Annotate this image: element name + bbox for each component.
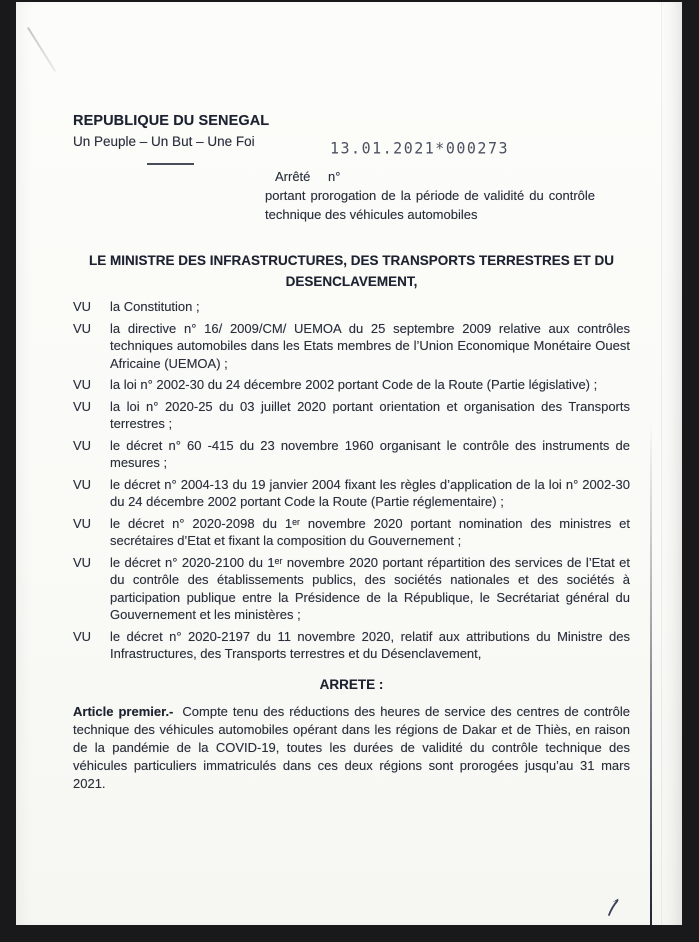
document-page	[16, 2, 682, 925]
minister-title-heading: LE MINISTRE DES INFRASTRUCTURES, DES TRANSPORTS TERRESTRES ET DU DESENCLAVEMENT,	[88, 253, 615, 289]
vu-label: VU	[73, 398, 92, 414]
national-motto: Un Peuple – Un But – Une Foi	[73, 134, 255, 149]
vu-text: le décret n° 60 -415 du 23 novembre 1960 organisant le contrôle des instruments de mesures ;	[110, 437, 630, 470]
republic-title: REPUBLIQUE DU SENEGAL	[73, 113, 270, 129]
vu-item	[73, 398, 630, 433]
vu-item	[73, 554, 630, 624]
article-premier-label: Article premier.-	[73, 703, 174, 719]
pen-mark-icon	[602, 894, 628, 920]
vu-label: VU	[73, 628, 92, 644]
vu-label: VU	[73, 437, 92, 453]
letterhead-divider	[147, 163, 194, 165]
vu-item	[73, 476, 630, 511]
vu-text: la loi n° 2002-30 du 24 décembre 2002 portant Code de la Route (Partie législative) ;	[110, 377, 598, 392]
vu-text: le décret n° 2020-2197 du 11 novembre 2020, relatif aux attributions du Ministre des Infrastructures, des Transports terrestres et du Désenclavement,	[110, 628, 630, 661]
vu-label: VU	[73, 320, 92, 336]
article-premier-text: Compte tenu des réductions des heures de service des centres de contrôle technique des véhicules automobiles opérant dans les régions de Dakar et de Thiès, en raison de la pandémie de la COVID-19, toutes les durées de validité du contrôle technique des véhicules particuliers immatriculés dans ces deux régions sont prorogées jusqu’au 31 mars 2021.	[73, 703, 630, 791]
vu-label: VU	[73, 515, 92, 531]
vu-label: VU	[73, 554, 92, 570]
vu-item	[73, 437, 630, 472]
vu-text: le décret n° 2020-2100 du 1ᵉʳ novembre 2020 portant répartition des services de l’Etat et du contrôle des établissements publics, des sociétés nationales et des sociétés à participation publique entre la Présidence de la République, le Secrétariat général du Gouvernement et les ministères ;	[110, 554, 630, 622]
vu-text: le décret n° 2004-13 du 19 janvier 2004 fixant les règles d’application de la loi n° 2002-30 du 24 décembre 2002 portant Code la Route (Partie réglementaire) ;	[110, 476, 630, 509]
decree-number-label: Arrêté n°	[275, 169, 341, 184]
vu-text: la loi n° 2020-25 du 03 juillet 2020 portant orientation et organisation des Transports terrestres ;	[110, 398, 630, 431]
decree-subject: portant prorogation de la période de validité du contrôle technique des véhicules automobiles	[265, 188, 595, 222]
decree-heading: ARRETE :	[319, 676, 384, 692]
vu-label: VU	[73, 476, 92, 492]
document-content	[16, 2, 682, 793]
vu-text: la Constitution ;	[110, 299, 200, 314]
article-premier	[73, 703, 630, 793]
vu-item	[73, 515, 630, 550]
vu-list	[73, 298, 630, 663]
vu-item	[73, 320, 630, 373]
vu-item	[73, 298, 630, 316]
vu-label: VU	[73, 377, 92, 392]
vu-text: la directive n° 16/ 2009/CM/ UEMOA du 25 septembre 2009 relative aux contrôles techniques automobiles dans les Etats membres de l’Union Economique Monétaire Ouest Africaine (UEMOA) ;	[110, 320, 630, 371]
decree-reference-block	[265, 168, 595, 224]
vu-item	[73, 376, 630, 394]
vu-label: VU	[73, 299, 92, 314]
vu-text: le décret n° 2020-2098 du 1ᵉʳ novembre 2020 portant nomination des ministres et secrétaires d’Etat et fixant la composition du Gouvernement ;	[110, 515, 630, 548]
vu-item	[73, 628, 630, 663]
registration-stamp: 13.01.2021*000273	[330, 138, 510, 158]
